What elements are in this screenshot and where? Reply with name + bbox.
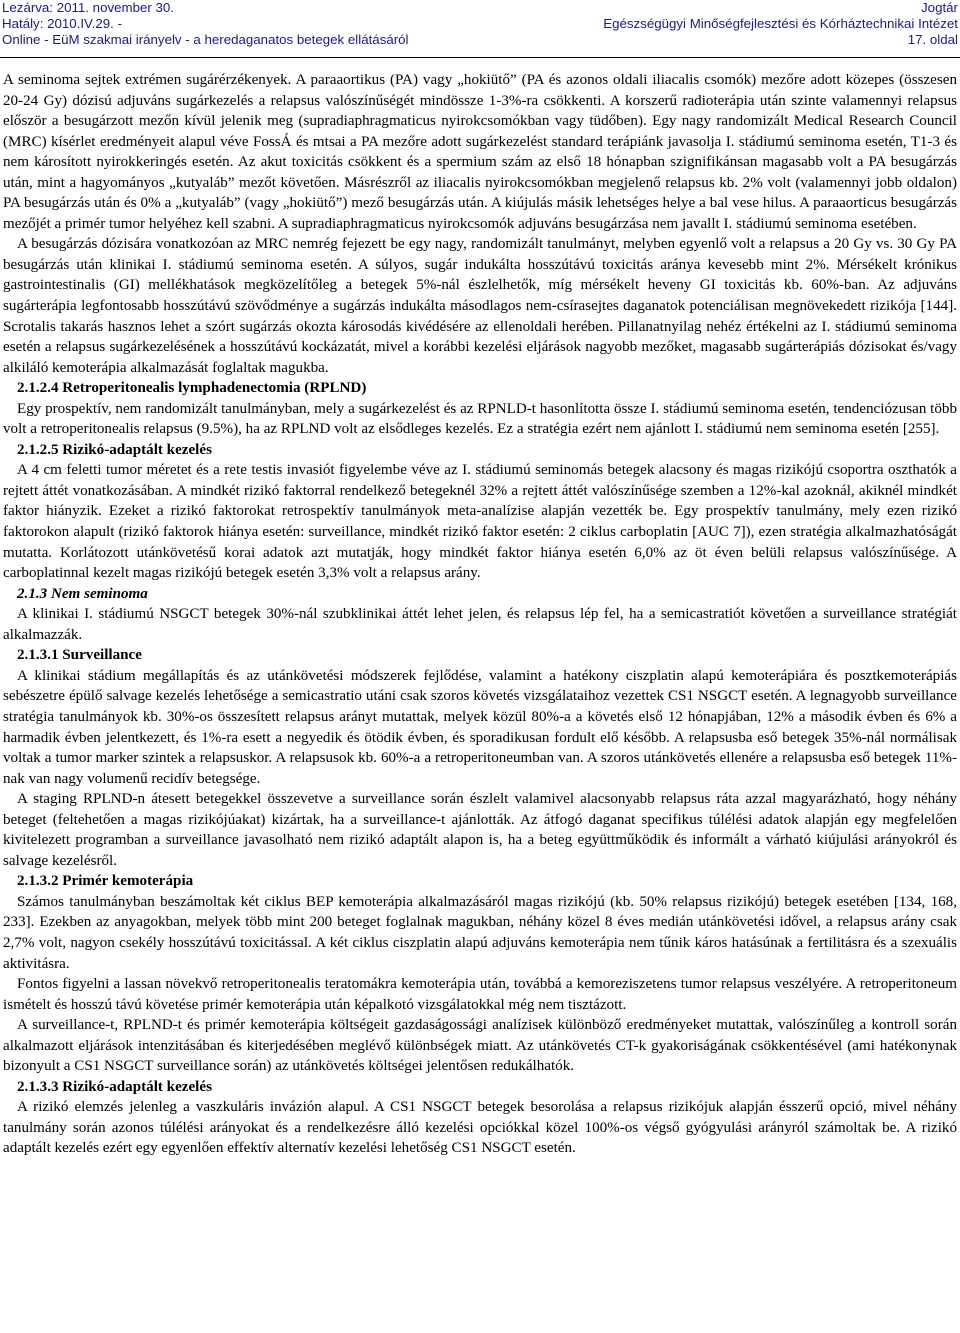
paragraph: Fontos figyelni a lassan növekvő retroperitonealis teratomákra kemoterápia után, továbbá a kemoreziszetens tumor relapsus veszélyére. A retroperitoneum ismételt és hosszú távú követése primér kemoterápia után képalkotó vizsgálatokkal még nem tisztázott. [3, 976, 957, 1013]
paragraph: Egy prospektív, nem randomizált tanulmányban, mely a sugárkezelést és az RPNLD-t hasonlította össze I. stádiumú seminoma esetén, tendenciózusan több volt a retroperitonealis relapsus (9.5%), ha az RPLND volt az elsődleges kezelés. Ez a stratégia ezért nem ajánlott I. stádiumú nem seminoma esetén [255]. [3, 400, 957, 438]
section-heading: 2.1.2.4 Retroperitonealis lymphadenectomia (RPLND) [17, 380, 367, 397]
header-divider [0, 57, 960, 58]
paragraph: A seminoma sejtek extrémen sugárérzékenyek. A paraaortikus (PA) vagy „hokiütő” (PA és azonos oldali iliacalis csomók) mezőre adott közepes (összesen 20-24 Gy) dózisú adjuváns sugárkezelés a relapsus valószínűségét mindössze 1-3%-ra csökkenti. A korszerű radioterápia után szinte valamennyi relapsus először a besugárzott mezőn kívül jelenik meg (supradiaphragmaticus nyirokcsomókban vagy tüdőben). Egy nagy randomizált Medical Research Council (MRC) kísérlet eredményeit alapul véve FossÁ és mtsai a PA mezőre adott sugárkezelést standard terápiánk javasolja I. stádiumú seminoma esetén, T1-3 és nem károsított nyirokkeringés esetén. Az akut toxicitás csökkent és a spermium szám az első 18 hónapban szignifikánsan magasabb volt a PA besugárzás után, mint a hagyományos „kutyaláb” mezőt követően. Másrészről az iliacalis nyirokcsomókban megjelenő relapsus kb. 2% volt (valamennyi jobb oldalon) PA besugárzás után és 0% a „kutyaláb” (vagy „hokiütő”) mező besugárzás után. A kiújulás másik lehetséges helye a bal vese hilus. A paraaorticus besugárzás mezőjét a primér tumor helyéhez kell szabni. A supradiaphragmaticus nyirokcsomók adjuváns besugárzása nem javallt I. stádiumú seminoma esetében. [3, 72, 957, 232]
section-heading: 2.1.3.2 Primér kemoterápia [17, 873, 194, 890]
page-number: 17. oldal [907, 32, 958, 47]
header-row-3 [2, 32, 958, 48]
paragraph: A staging RPLND-n átesett betegekkel összevetve a surveillance során észlelt valamivel alacsonyabb relapsus ráta azzal magyarázható, hogy néhány beteget (feltehetően a magas rizikójúakat) kizártak, ha a surveillance-t ajánlották. Az átfogó daganat specifikus túlélési adatok alapján egy megfelelően kivitelezett programban a surveillance javasolható nem rizikó adaptált alapon is, ha a beteg együttműködik és informált a várható kiújulási arányokról és salvage kezelésről. [3, 791, 957, 869]
section-heading: 2.1.3.1 Surveillance [17, 647, 142, 664]
header-row-2 [2, 16, 958, 32]
paragraph: A klinikai I. stádiumú NSGCT betegek 30%-nál szubklinikai áttét lehet jelen, és relapsus lép fel, ha a semicastratiót követően a surveillance stratégiát alkalmazzák. [3, 606, 957, 643]
paragraph: Számos tanulmányban beszámoltak két ciklus BEP kemoterápia alkalmazásáról magas rizikójú (kb. 50% relapsus rizikójú) betegek esetében [134, 168, 233]. Ezekben az anyagokban, melyek több mint 200 beteget foglalnak magukban, néhány közel 8 éves medián utánkövetési idővel, a relapsus arány csak 2,7% volt, nagyon csekély hosszútávú toxicitással. A két ciklus ciszplatin alapú adjuváns kemoterápia nem tűnik káros hatásúnak a fertilitásra és a szexuális aktivitásra. [3, 893, 957, 972]
closing-date: Lezárva: 2011. november 30. [2, 0, 174, 15]
document-body [3, 70, 957, 1159]
section-heading: 2.1.2.5 Rizikó-adaptált kezelés [17, 441, 212, 458]
institute-name: Egészségügyi Minőségfejlesztési és Kórháztechnikai Intézet [603, 16, 958, 31]
paragraph: A 4 cm feletti tumor méretet és a rete testis invasiót figyelembe véve az I. stádiumú seminomás betegek alacsony és magas rizikójú csoportra oszthatók a rejtett áttét vonatkozásában. A mindkét rizikó faktorral rendelkező betegeknél 32% a rejtett áttét valószínűsége szemben a 12%-kal azoknál, akiknél mindkét faktor hiányzik. Ezeket a rizikó faktorokat retrospektív tanulmányok meta-analízise alapján vezették be. Egy prospektív tanulmány, mely ezen rizikó faktorokon alapult (rizikó faktorok hiánya esetén: surveillance, mindkét rizikó faktor esetén: 2 ciklus carboplatin [AUC 7]), ezen stratégia alkalmazhatóságát mutatta. Korlátozott utánkövetésű korai adatok azt mutatják, hogy mindkét faktor hiánya esetén 6,0% az öt éven belüli relapsus valószínűsége. A carboplatinnal kezelt magas rizikójú betegek esetén 3,3% volt a relapsus arány. [3, 462, 957, 582]
section-heading: 2.1.3 Nem seminoma [17, 585, 148, 602]
effective-date: Hatály: 2010.IV.29. - [2, 16, 122, 31]
paragraph: A surveillance-t, RPLND-t és primér kemoterápia költségeit gazdaságossági analízisek különböző eredményeket mutattak, valószínűleg a kontroll során alkalmazott eljárások intenzitásában és kiterjedésében meglévő különbségek miatt. Az utánkövetés CT-k gyakoriságának csökkentésével (ami hatékonynak bizonyult a CS1 NSGCT surveillance során) az utánkövetés költségei jelentősen redukálhatók. [3, 1017, 957, 1075]
document-title: Online - EüM szakmai irányelv - a heredaganatos betegek ellátásáról [2, 32, 409, 47]
page-header [2, 0, 958, 48]
publisher-name: Jogtár [921, 0, 958, 15]
section-heading: 2.1.3.3 Rizikó-adaptált kezelés [17, 1078, 212, 1095]
paragraph: A besugárzás dózisára vonatkozóan az MRC nemrég fejezett be egy nagy, randomizált tanulmányt, melyben egyenlő volt a relapsus a 20 Gy vs. 30 Gy PA besugárzás után klinikai I. stádiumú seminoma esetén. A súlyos, sugár indukálta hosszútávú toxicitás aránya kevesebb mint 2%. Mérsékelt krónikus gastrointestinalis (GI) mellékhatások megközelítőleg a betegek 5%-nál észlelhetők, míg mérsékelt heveny GI toxicitás kb. 60%-ban. Az adjuváns sugárterápia legfontosabb hosszútávú szövődménye a sugárzás indukálta másodlagos nem-csírasejtes daganatok potenciálisan megnövekedett rizikója [144]. Scrotalis takarás hasznos lehet a szórt sugárzás okozta károsodás kivédésére az ellenoldali herében. Pillanatnyilag nehéz értékelni az I. stádiumú seminoma esetén a relapsus sugárkezelésének a hosszútávú kockázatát, mivel a korábbi kezelési eljárások nagyobb mezőket, magasabb sugárterápiás dózisokat és/vagy alkiláló kemoterápia alkalmazását foglaltak magukba. [3, 236, 957, 376]
paragraph: A klinikai stádium megállapítás és az utánkövetési módszerek fejlődése, valamint a hatékony ciszplatin alapú kemoterápiára és posztkemoterápiás sebészetre épülő salvage kezelés lehetősége a semicastratio utáni csak szoros követés vizsgálataihoz vezettek CS1 NSGCT esetén. A legnagyobb surveillance stratégia tanulmányok kb. 30%-os összesített relapsus arányt mutattak, melyek közül 80%-a a követés első 12 hónapjában, 12% a második évben és 6% a harmadik évben jelentkezett, és 1%-ra esett a negyedik és ötödik évben, és sporadikusan fordult elő később. A relapsusba eső betegek 35%-nál normálisak voltak a tumor marker szintek a relapsuskor. A relapsusok kb. 60%-a a retroperitoneumban van. A szoros utánkövetés ellenére a relapsusba eső betegek 11%-nak van nagy volumenű recidív betegsége. [3, 667, 957, 787]
paragraph: A rizikó elemzés jelenleg a vaszkuláris invázión alapul. A CS1 NSGCT betegek besorolása a relapsus rizikójuk alapján ésszerű opció, mivel néhány tanulmány során azonos túlélési arányokat és a rendelkezésre álló kezelési opciókkal közel 100%-os végső gyógyulási arányról számoltak be. A rizikó adaptált kezelés ezért egy egyenlően effektív alternatív kezelési lehetőség CS1 NSGCT esetén. [3, 1099, 957, 1157]
header-row-1 [2, 0, 958, 16]
